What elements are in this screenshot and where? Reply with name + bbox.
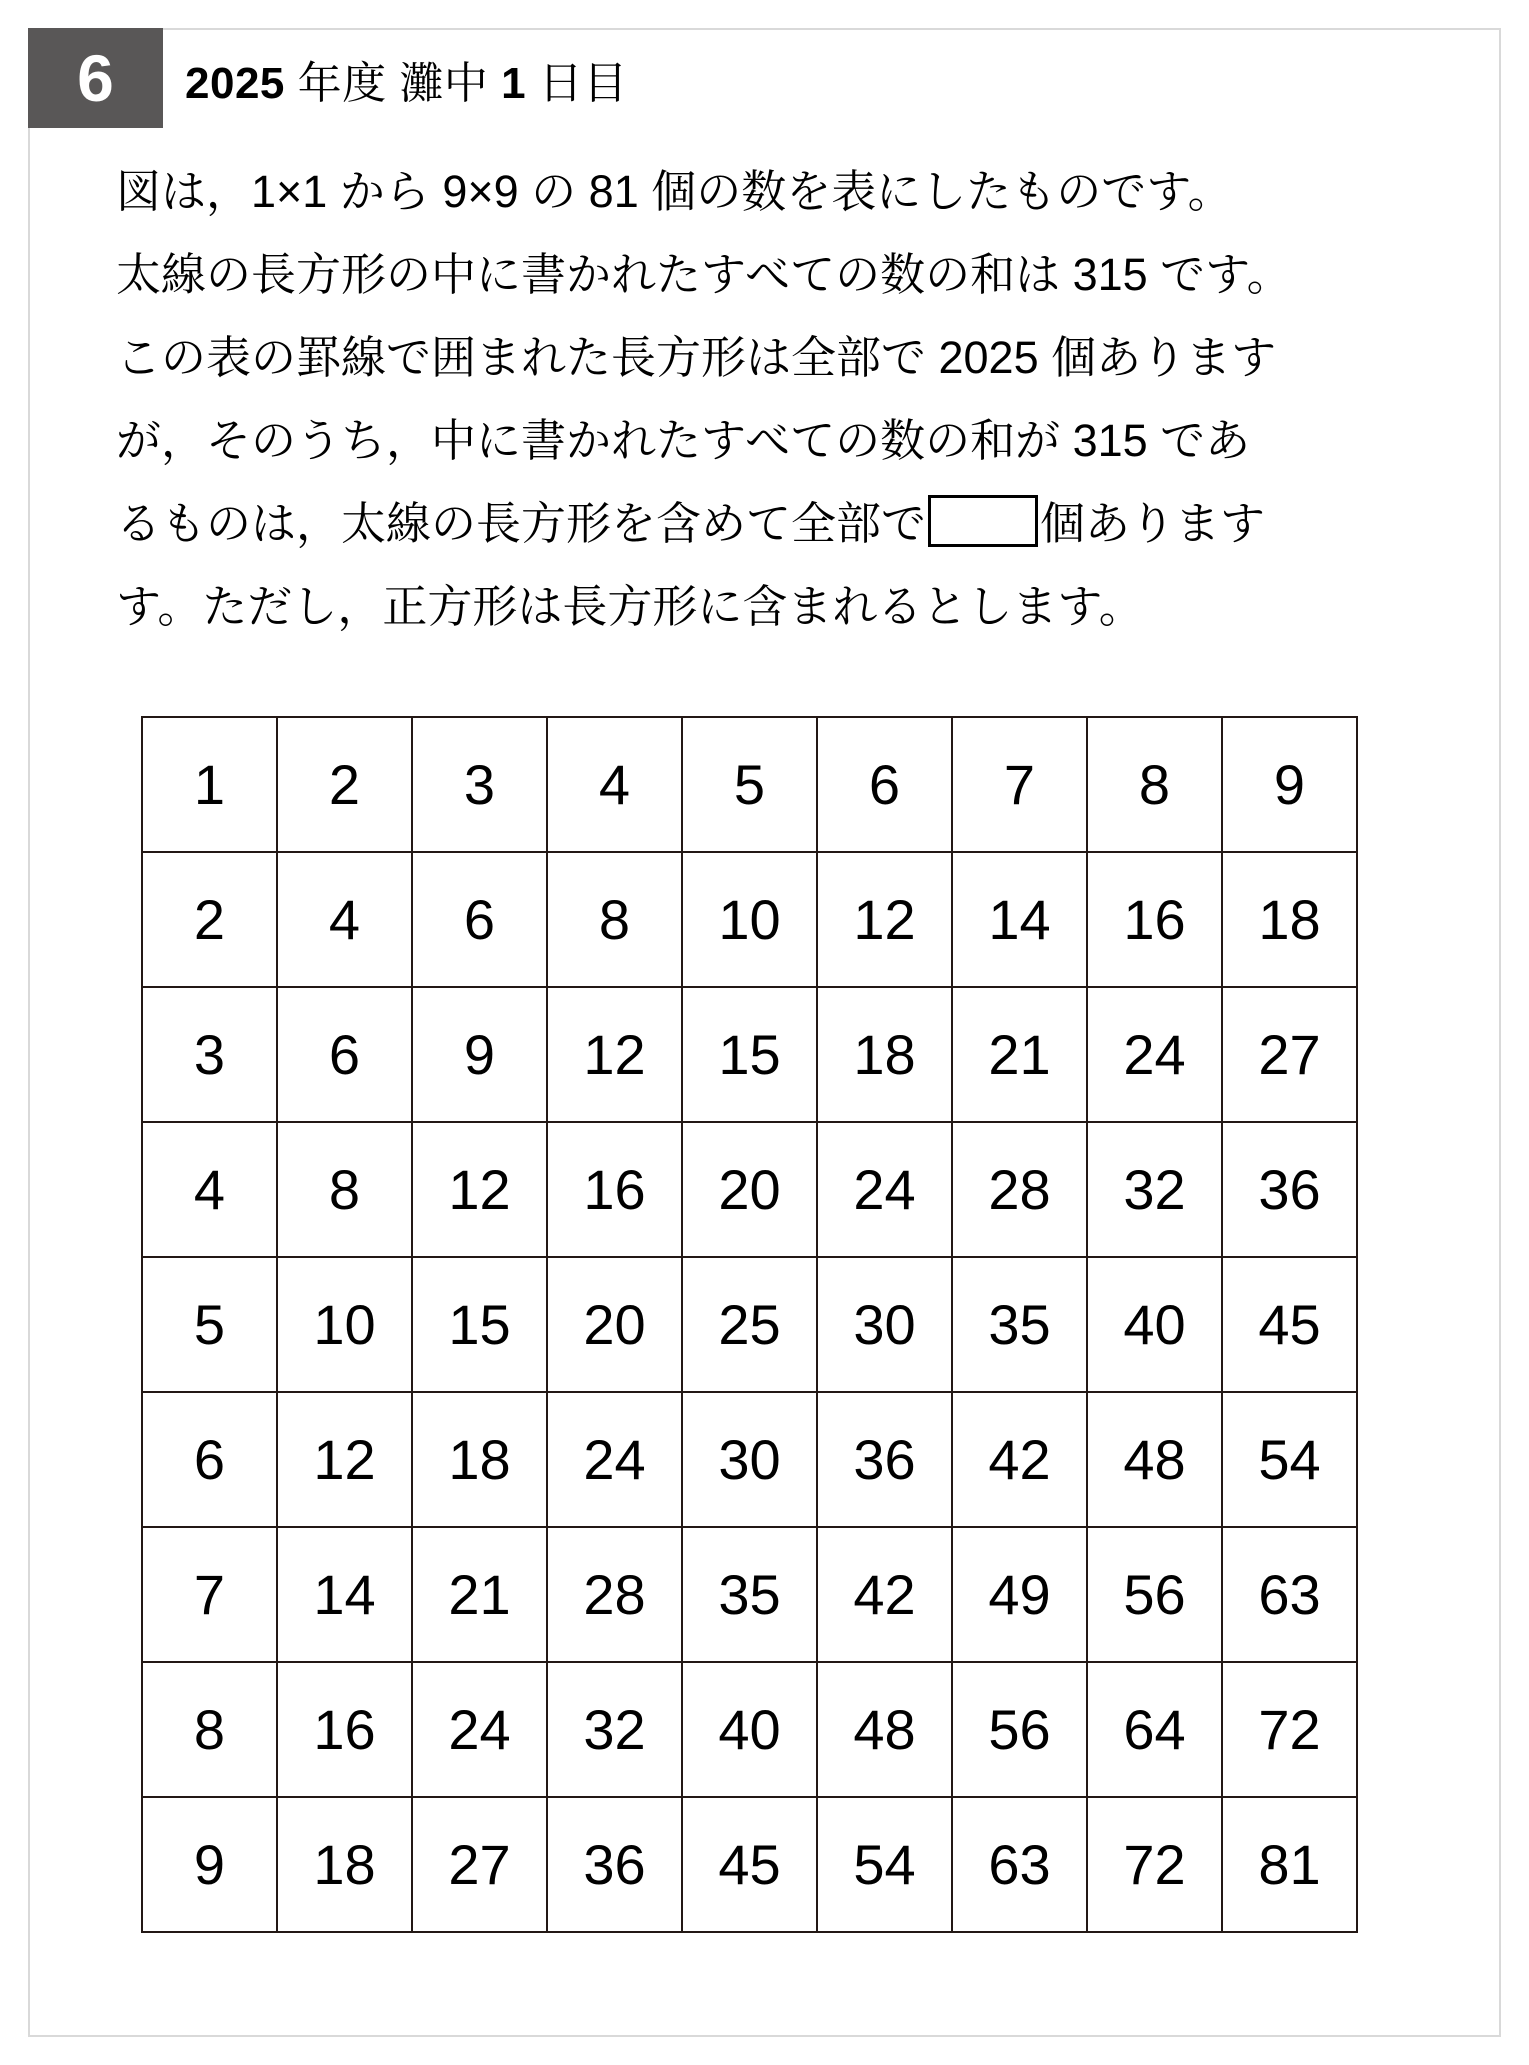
title-day-number: 1 (488, 59, 539, 108)
table-cell: 8 (142, 1662, 277, 1797)
title-mid: 年度 (284, 59, 400, 108)
table-cell: 40 (682, 1662, 817, 1797)
table-cell: 81 (1222, 1797, 1357, 1932)
table-cell: 15 (412, 1257, 547, 1392)
table-cell: 18 (412, 1392, 547, 1527)
table-cell: 42 (817, 1527, 952, 1662)
table-cell: 28 (547, 1527, 682, 1662)
table-cell-highlighted: 48 (1087, 1392, 1222, 1527)
problem-line-2: 太線の長方形の中に書かれたすべての数の和は 315 です。 (116, 249, 1292, 300)
table-cell: 4 (277, 852, 412, 987)
page-title (185, 47, 628, 111)
table-cell-highlighted: 56 (1087, 1527, 1222, 1662)
table-cell: 18 (277, 1797, 412, 1932)
multiplication-table-wrap (141, 716, 1358, 1933)
problem-line-6: す。ただし，正方形は長方形に含まれるとします。 (116, 581, 1144, 632)
table-cell: 9 (1222, 717, 1357, 852)
table-cell: 25 (682, 1257, 817, 1392)
table-cell: 30 (817, 1257, 952, 1392)
table-cell: 7 (952, 717, 1087, 852)
table-cell: 12 (817, 852, 952, 987)
multiplication-table-body (142, 717, 1357, 1932)
table-cell: 45 (682, 1797, 817, 1932)
table-row (142, 1797, 1357, 1932)
table-cell: 8 (547, 852, 682, 987)
table-cell: 6 (277, 987, 412, 1122)
table-cell-highlighted: 56 (952, 1662, 1087, 1797)
table-cell: 8 (1087, 717, 1222, 852)
problem-line-3: この表の罫線で囲まれた長方形は全部で 2025 個あります (116, 332, 1277, 383)
table-cell: 15 (682, 987, 817, 1122)
table-cell: 3 (412, 717, 547, 852)
table-cell: 3 (142, 987, 277, 1122)
table-cell: 21 (952, 987, 1087, 1122)
table-cell: 9 (412, 987, 547, 1122)
table-cell: 54 (817, 1797, 952, 1932)
multiplication-table (141, 716, 1358, 1933)
table-cell: 24 (1087, 987, 1222, 1122)
question-number-badge: 6 (28, 28, 163, 128)
table-cell: 16 (547, 1122, 682, 1257)
table-cell: 63 (1222, 1527, 1357, 1662)
question-header (28, 28, 1501, 128)
table-cell: 6 (142, 1392, 277, 1527)
table-cell-highlighted: 42 (952, 1392, 1087, 1527)
answer-input-box[interactable] (928, 495, 1038, 547)
problem-line-4: が，そのうち，中に書かれたすべての数の和が 315 であ (116, 415, 1251, 466)
table-cell: 72 (1222, 1662, 1357, 1797)
table-row (142, 717, 1357, 852)
table-cell: 36 (817, 1392, 952, 1527)
table-row (142, 852, 1357, 987)
table-cell: 35 (682, 1527, 817, 1662)
table-row (142, 1257, 1357, 1392)
title-school: 灘中 (399, 59, 489, 108)
table-row (142, 1392, 1357, 1527)
table-cell: 28 (952, 1122, 1087, 1257)
table-cell: 54 (1222, 1392, 1357, 1527)
table-cell: 14 (952, 852, 1087, 987)
table-cell: 72 (1087, 1797, 1222, 1932)
table-cell: 2 (277, 717, 412, 852)
table-cell: 27 (1222, 987, 1357, 1122)
table-cell: 12 (547, 987, 682, 1122)
table-cell: 24 (412, 1662, 547, 1797)
problem-line-5-after: 個あります (1040, 498, 1266, 549)
table-cell: 5 (142, 1257, 277, 1392)
table-cell: 9 (142, 1797, 277, 1932)
table-cell: 32 (547, 1662, 682, 1797)
table-cell: 48 (817, 1662, 952, 1797)
table-cell: 27 (412, 1797, 547, 1932)
problem-statement (116, 150, 1406, 648)
table-cell: 20 (547, 1257, 682, 1392)
table-cell: 24 (547, 1392, 682, 1527)
table-cell: 5 (682, 717, 817, 852)
problem-line-5-before: るものは，太線の長方形を含めて全部で (116, 498, 927, 549)
table-cell-highlighted: 64 (1087, 1662, 1222, 1797)
table-cell: 2 (142, 852, 277, 987)
table-cell: 36 (547, 1797, 682, 1932)
table-cell: 20 (682, 1122, 817, 1257)
table-cell: 63 (952, 1797, 1087, 1932)
table-cell: 10 (277, 1257, 412, 1392)
table-row (142, 987, 1357, 1122)
table-cell: 1 (142, 717, 277, 852)
table-cell: 40 (1087, 1257, 1222, 1392)
table-cell: 18 (1222, 852, 1357, 987)
table-row (142, 1527, 1357, 1662)
table-cell: 12 (412, 1122, 547, 1257)
table-cell: 16 (1087, 852, 1222, 987)
table-cell: 4 (547, 717, 682, 852)
table-cell: 6 (412, 852, 547, 987)
table-cell: 6 (817, 717, 952, 852)
table-row (142, 1662, 1357, 1797)
problem-line-1: 図は，1×1 から 9×9 の 81 個の数を表にしたものです。 (116, 166, 1233, 217)
title-year: 2025 (185, 59, 285, 108)
table-cell: 18 (817, 987, 952, 1122)
table-cell: 45 (1222, 1257, 1357, 1392)
header-title-area (163, 28, 1501, 128)
table-cell: 8 (277, 1122, 412, 1257)
title-day-unit: 日目 (538, 59, 628, 108)
table-row (142, 1122, 1357, 1257)
table-cell: 30 (682, 1392, 817, 1527)
table-cell: 36 (1222, 1122, 1357, 1257)
table-cell: 4 (142, 1122, 277, 1257)
table-cell: 12 (277, 1392, 412, 1527)
table-cell: 21 (412, 1527, 547, 1662)
table-cell: 10 (682, 852, 817, 987)
table-cell: 16 (277, 1662, 412, 1797)
table-cell: 35 (952, 1257, 1087, 1392)
table-cell-highlighted: 49 (952, 1527, 1087, 1662)
table-cell: 32 (1087, 1122, 1222, 1257)
table-cell: 24 (817, 1122, 952, 1257)
problem-line-5 (116, 482, 1406, 565)
table-cell: 7 (142, 1527, 277, 1662)
table-cell: 14 (277, 1527, 412, 1662)
